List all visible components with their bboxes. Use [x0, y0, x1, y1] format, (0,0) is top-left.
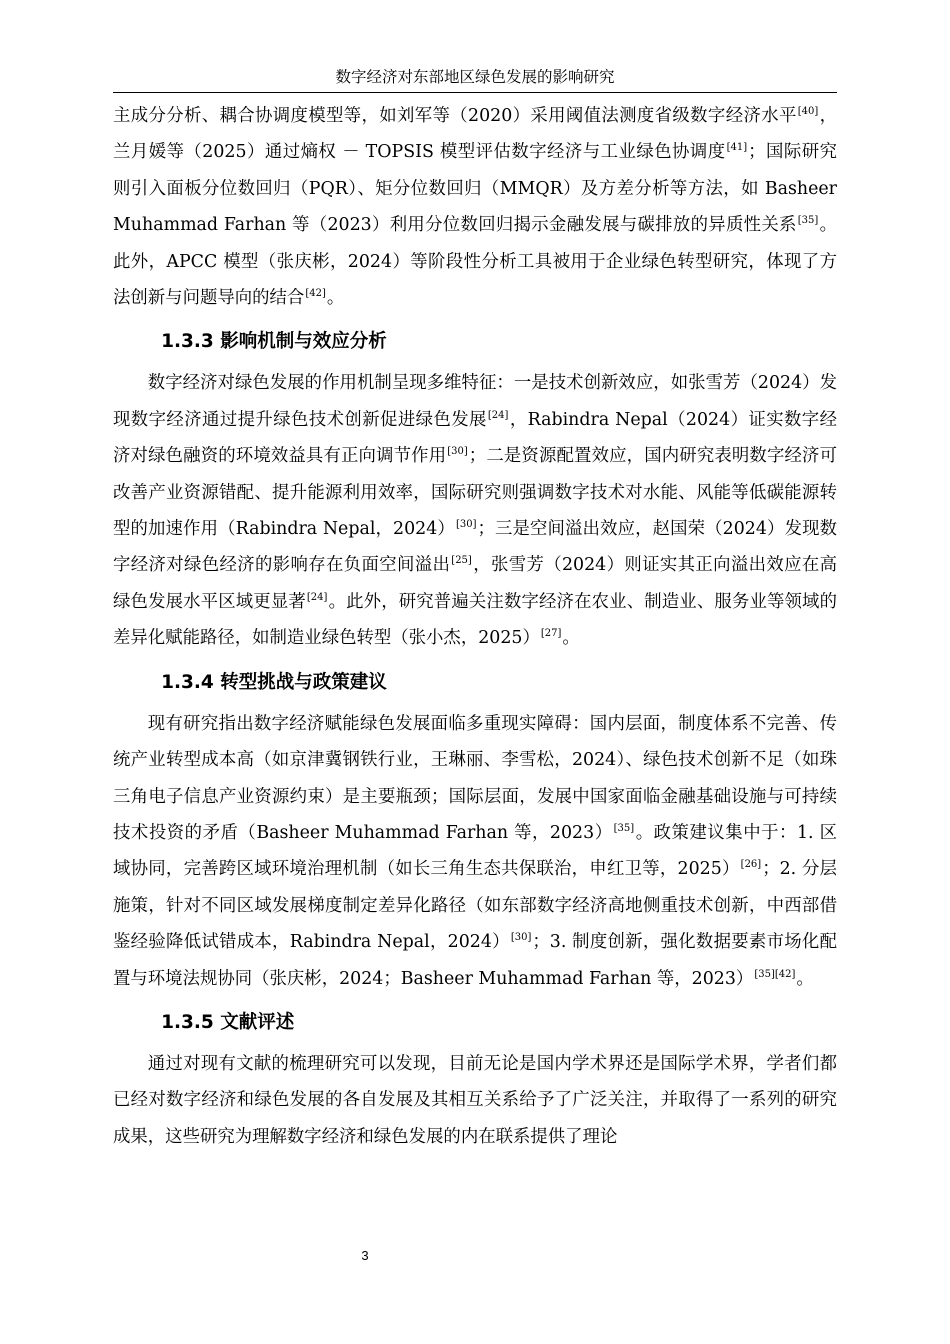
text-run: ；2. 分层施策，针对不同区域发展梯度制定差异化路径（如东部数字经济高地侧重技术创新，中西部借鉴经验降低试错成本，Rabindra Nepal，2024） — [113, 859, 837, 953]
text-run: ，Rabindra Nepal（2024）证实数字经济对绿色融资的环境效益具有正向调节作用 — [113, 409, 837, 467]
section-heading-1-3-3: 1.3.3 影响机制与效应分析 — [161, 331, 387, 353]
text-run: ；二是资源配置效应，国内研究表明数字经济可改善产业资源错配、提升能源利用效率，国际研究则强调数字技术对水能、风能等低碳能源转型的加速作用（Rabindra Nepal，2024） — [113, 446, 837, 540]
citation-ref: [35] — [797, 215, 819, 227]
citation-ref: [30] — [510, 932, 532, 944]
page-number: 3 — [361, 1248, 369, 1263]
citation-ref: [40] — [797, 106, 819, 117]
citation-ref: [24] — [487, 409, 509, 421]
citation-ref: [25] — [451, 555, 472, 567]
text-run: 主成分分析、耦合协调度模型等，如刘军等（2020）采用阈值法测度省级数字经济水平 — [113, 106, 797, 126]
citation-ref: [35] — [613, 822, 635, 834]
citation-ref: [27] — [540, 628, 562, 640]
text-run: ，张雪芳（2024）则证实其正向溢出效应在高绿色发展水平区域更显著 — [113, 555, 837, 612]
text-run: 。政策建议集中于：1. 区域协同，完善跨区域环境治理机制（如长三角生态共保联治，申红卫等，2025） — [113, 822, 838, 880]
citation-ref: [30] — [447, 446, 468, 458]
text-run: 通过对现有文献的梳理研究可以发现，目前无论是国内学术界还是国际学术界，学者们都已经对数字经济和绿色发展的各自发展及其相互关系给予了广泛关注，并取得了一系列的研究成果，这些研究为理解数字经济和绿色发展的内在联系提供了理论 — [113, 1053, 837, 1147]
citation-ref: [24] — [306, 591, 328, 603]
citation-ref: [35][42] — [754, 968, 796, 980]
text-run: 。 — [796, 968, 814, 989]
paragraph-challenges — [113, 706, 837, 997]
text-run: ；三是空间溢出效应，赵国荣（2024）发现数字经济对绿色经济的影响存在负面空间溢出 — [113, 519, 837, 576]
text-run: 数字经济对绿色发展的作用机制呈现多维特征：一是技术创新效应，如张雪芳（2024）发现数字经济通过提升绿色技术创新促进绿色发展 — [113, 373, 837, 430]
citation-ref: [42] — [305, 288, 326, 300]
text-run: 。此外，研究普遍关注数字经济在农业、制造业、服务业等领域的差异化赋能路径，如制造业绿色转型（张小杰，2025） — [113, 591, 837, 649]
paragraph-methods-continued — [113, 98, 837, 316]
body-text — [113, 98, 837, 1155]
text-run: ，兰月媛等（2025）通过熵权 － TOPSIS 模型评估数字经济与工业绿色协调度 — [113, 106, 837, 163]
text-run: ；国际研究则引入面板分位数回归（PQR）、矩分位数回归（MMQR）及方差分析等方法，如 Basheer Muhammad Farhan 等（2023）利用分位数回归揭示金融发展与碳排放的异质性关系 — [113, 142, 837, 236]
text-run: 。此外，APCC 模型（张庆彬，2024）等阶段性分析工具被用于企业绿色转型研究，体现了方法创新与问题导向的结合 — [113, 215, 837, 309]
section-heading-1-3-5: 1.3.5 文献评述 — [161, 1011, 295, 1033]
text-run: 。 — [562, 628, 580, 649]
text-run: 现有研究指出数字经济赋能绿色发展面临多重现实障碍：国内层面，制度体系不完善、传统产业转型成本高（如京津冀钢铁行业，王琳丽、李雪松，2024）、绿色技术创新不足（如珠三角电子信息产业资源约束）是主要瓶颈；国际层面，发展中国家面临金融基础设施与可持续技术投资的矛盾（Basheer Muhammad Farhan 等，2023） — [113, 713, 837, 843]
citation-ref: [26] — [740, 859, 762, 871]
running-header: 数字经济对东部地区绿色发展的影响研究 — [113, 64, 837, 93]
paragraph-review — [113, 1046, 837, 1155]
section-heading-1-3-4: 1.3.4 转型挑战与政策建议 — [161, 671, 387, 693]
text-run: 。 — [326, 288, 345, 309]
text-run: ；3. 制度创新，强化数据要素市场化配置与环境法规协同（张庆彬，2024；Basheer Muhammad Farhan 等，2023） — [113, 932, 837, 989]
paragraph-mechanism — [113, 365, 837, 656]
citation-ref: [30] — [455, 519, 477, 531]
citation-ref: [41] — [726, 142, 748, 154]
